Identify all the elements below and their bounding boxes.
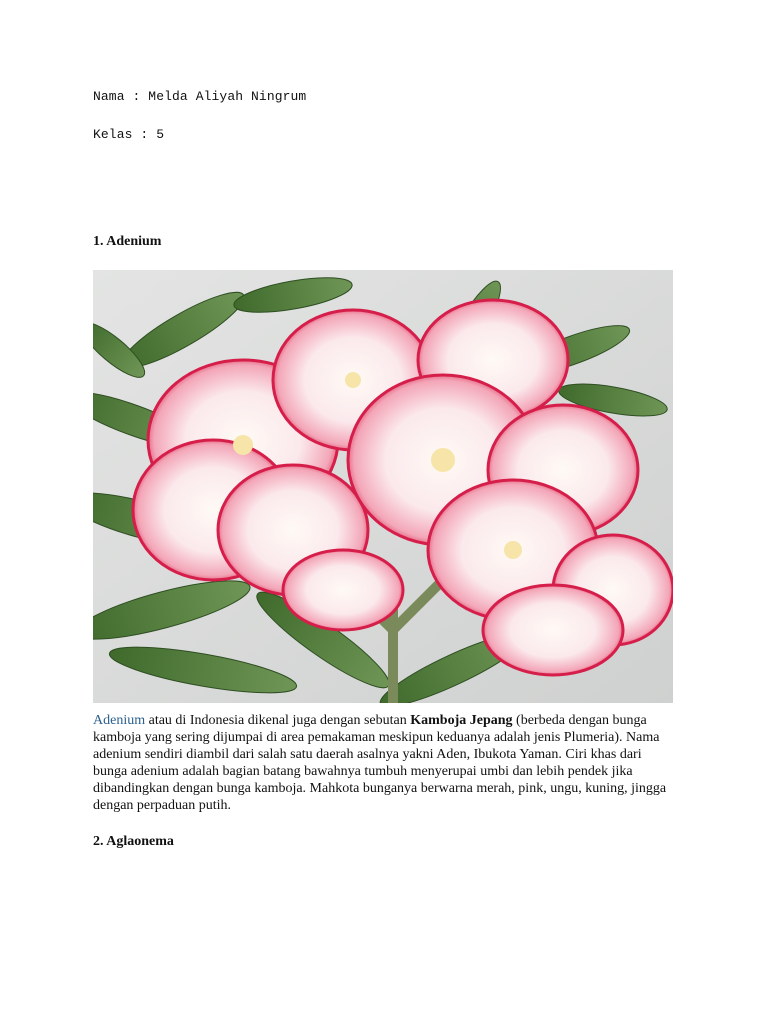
student-name-line: Nama : Melda Aliyah Ningrum [93,89,307,104]
adenium-flower-photo [93,270,673,703]
description-bold-term: Kamboja Jepang [410,713,513,728]
section-heading-adenium: 1. Adenium [93,234,162,249]
description-text-2: (berbeda dengan bunga kamboja yang sering dijumpai di area pemakaman meskipun keduanya adalah jenis Plumeria). Nama adenium sendiri diambil dari salah satu daerah asalnya yakni Aden, Ibukota Yaman. Ciri khas dari bunga adenium adalah bagian batang bawahnya tumbuh menyerupai umbi dan lebih pendek jika dibandingkan dengan bunga kamboja. Mahkota bunganya berwarna merah, pink, ungu, kuning, jingga dengan perpaduan putih. [93,713,667,813]
description-text-1: atau di Indonesia dikenal juga dengan sebutan [145,713,411,728]
adenium-description [93,712,679,814]
student-class-line: Kelas : 5 [93,127,165,142]
section-heading-aglaonema: 2. Aglaonema [93,834,174,849]
adenium-link[interactable]: Adenium [93,713,146,728]
